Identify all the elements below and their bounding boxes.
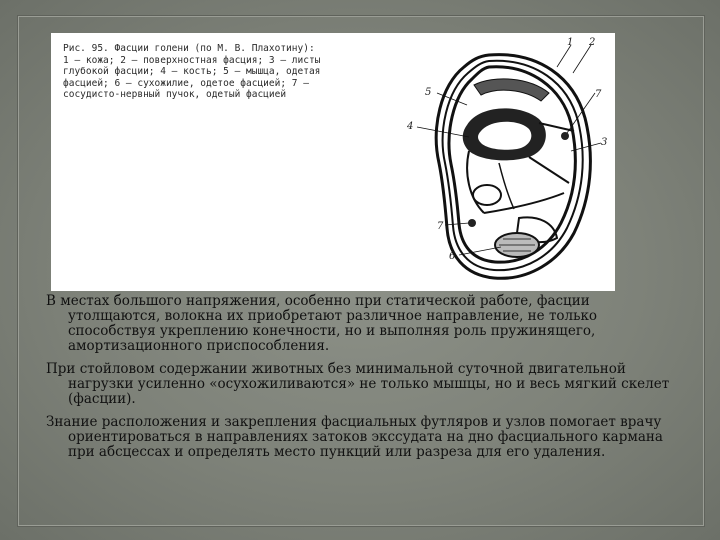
label-5: 5 (425, 87, 432, 98)
slide-body-text (46, 294, 686, 468)
label-4: 4 (407, 121, 414, 132)
label-6: 6 (449, 251, 456, 262)
figure-image (51, 33, 615, 291)
figure-caption: Рис. 95. Фасции голени (по М. В. Плахотину): 1 — кожа; 2 — поверхностная фасция; 3 — листы глубокой фасции; 4 — кость; 5 — мышца, одетая фасцией; 6 — сухожилие, одетое фасцией; 7 — сосудисто-нервный пучок, одетый фасцией (63, 43, 321, 100)
paragraph-fascia-thickening: В местах большого напряжения, особенно при статической работе, фасции утолщаются, волокна их приобретают различное направление, не только способствуя укреплению конечности, но и выполняя роль пружинящего, амортизационного приспособления. (46, 293, 598, 354)
label-2: 2 (589, 37, 596, 48)
paragraph-stall-housing: При стойловом содержании животных без минимальной суточной двигательной нагрузки усиленно «осухожиливаются» не только мышцы, но и весь мягкий скелет (фасции). (46, 361, 670, 407)
label-7-top: 7 (595, 89, 602, 100)
leg-cross-section-diagram (369, 33, 615, 291)
paragraph-fascial-sheaths: Знание расположения и закрепления фасциальных футляров и узлов помогает врачу ориентироваться в направлениях затоков экссудата на дно фасциального кармана при абсцессах и определять место пункций или разреза для его удаления. (46, 414, 663, 460)
label-3: 3 (601, 137, 608, 148)
label-7-bottom: 7 (437, 221, 444, 232)
label-1: 1 (567, 37, 574, 48)
